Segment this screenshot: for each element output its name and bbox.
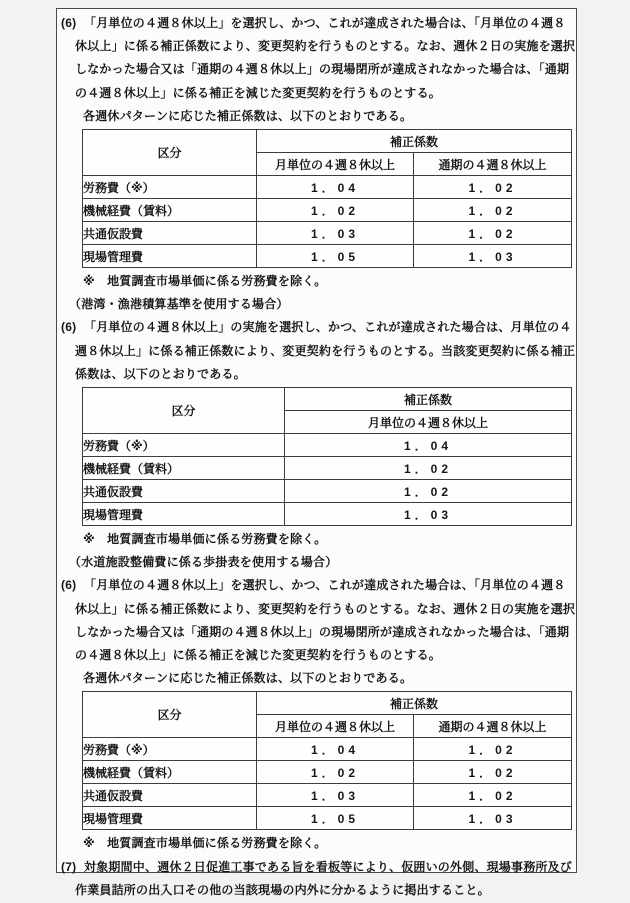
table-lead-line: 各週休パターンに応じた補正係数は、以下のとおりである。 — [83, 671, 413, 686]
row-label-cell: 機械経費（賃料） — [83, 199, 257, 222]
value-cell: 1．02 — [414, 199, 572, 222]
row-label-cell: 現場管理費 — [83, 807, 257, 830]
paragraph-line: 作業員詰所の出入口その他の当該現場の内外に分かるように掲出すること。 — [75, 882, 490, 897]
item-marker: (7) — [61, 859, 77, 874]
paragraph-line: 休以上」に係る補正係数により、変更契約を行うものとする。なお、週休２日の実施を選択 — [75, 601, 576, 616]
item-marker: (6) — [61, 16, 77, 30]
section-subheading: （水道施設整備費に係る歩掛表を使用する場合） — [69, 555, 338, 570]
table-row — [83, 199, 572, 222]
correction-table-suido — [82, 691, 572, 830]
row-label-cell: 労務費（※） — [83, 176, 257, 199]
section-6-kowan — [61, 293, 576, 551]
group-header-cell: 補正係数 — [285, 388, 572, 411]
row-label-cell: 労務費（※） — [83, 738, 257, 761]
correction-table-kowan — [82, 387, 572, 526]
paragraph-line — [61, 856, 573, 879]
correction-table-standard — [82, 129, 572, 268]
footnote-line: ※ 地質調査市場単価に係る労務費を除く。 — [83, 274, 327, 289]
paragraph-line: 休以上」に係る補正係数により、変更契約を行うものとする。なお、週休２日の実施を選択 — [75, 39, 576, 54]
row-label-cell: 共通仮設費 — [83, 784, 257, 807]
table-header-row — [83, 388, 572, 411]
value-cell: 1．05 — [257, 245, 414, 268]
column-header-cell: 月単位の４週８休以上 — [257, 153, 414, 176]
value-cell: 1．03 — [285, 503, 572, 526]
row-label-cell: 労務費（※） — [83, 434, 285, 457]
table-row — [83, 807, 572, 830]
row-label-cell: 現場管理費 — [83, 503, 285, 526]
value-cell: 1．02 — [414, 761, 572, 784]
paragraph-line: しなかった場合又は「通期の４週８休以上」の現場閉所が達成されなかった場合は、「通期 — [75, 624, 570, 639]
paragraph-line — [61, 574, 570, 597]
row-label-cell: 現場管理費 — [83, 245, 257, 268]
table-row — [83, 761, 572, 784]
corner-header-cell: 区分 — [83, 130, 257, 176]
table-row — [83, 222, 572, 245]
paragraph-text: 「月単位の４週８休以上」の実施を選択し、かつ、これが達成された場合は、月単位の４ — [84, 320, 572, 335]
section-6-standard — [61, 12, 576, 293]
table-row — [83, 245, 572, 268]
row-label-cell: 共通仮設費 — [83, 222, 257, 245]
table-row — [83, 176, 572, 199]
table-header-row — [83, 692, 572, 715]
paragraph-line: しなかった場合又は「通期の４週８休以上」の現場閉所が達成されなかった場合は、「通期 — [75, 62, 570, 77]
table-row — [83, 738, 572, 761]
value-cell: 1．02 — [414, 176, 572, 199]
item-marker: (6) — [61, 320, 77, 335]
value-cell: 1．02 — [257, 761, 414, 784]
table-row — [83, 434, 572, 457]
paragraph-line: 週８休以上」に係る補正係数により、変更契約を行うものとする。当該変更契約に係る補正 — [75, 343, 576, 358]
column-header-cell: 通期の４週８休以上 — [414, 715, 572, 738]
value-cell: 1．05 — [257, 807, 414, 830]
group-header-cell: 補正係数 — [257, 130, 572, 153]
footnote-line: ※ 地質調査市場単価に係る労務費を除く。 — [83, 836, 327, 851]
paragraph-text: 「月単位の４週８休以上」を選択し、かつ、これが達成された場合は、「月単位の４週８ — [84, 578, 566, 593]
value-cell: 1．04 — [285, 434, 572, 457]
value-cell: 1．02 — [414, 784, 572, 807]
value-cell: 1．02 — [414, 738, 572, 761]
paragraph-text: 対象期間中、週休２日促進工事である旨を看板等により、仮囲いの外側、現場事務所及び — [84, 859, 573, 874]
paragraph-text: 「月単位の４週８休以上」を選択し、かつ、これが達成された場合は、「月単位の４週８ — [84, 16, 566, 30]
column-header-cell: 通期の４週８休以上 — [414, 153, 572, 176]
column-header-cell: 月単位の４週８休以上 — [285, 411, 572, 434]
section-6-suido — [61, 551, 576, 855]
row-label-cell: 機械経費（賃料） — [83, 457, 285, 480]
table-row — [83, 457, 572, 480]
value-cell: 1．02 — [285, 457, 572, 480]
paragraph-line — [61, 12, 570, 35]
row-label-cell: 機械経費（賃料） — [83, 761, 257, 784]
value-cell: 1．03 — [414, 245, 572, 268]
item-marker: (6) — [61, 578, 77, 593]
value-cell: 1．02 — [257, 199, 414, 222]
table-row — [83, 480, 572, 503]
table-header-row — [83, 130, 572, 153]
value-cell: 1．03 — [414, 807, 572, 830]
value-cell: 1．03 — [257, 222, 414, 245]
document-box — [56, 8, 577, 897]
table-row — [83, 503, 572, 526]
value-cell: 1．03 — [257, 784, 414, 807]
paragraph-line: の４週８休以上」に係る補正を減じた変更契約を行うものとする。 — [75, 85, 442, 100]
row-label-cell: 共通仮設費 — [83, 480, 285, 503]
table-lead-line: 各週休パターンに応じた補正係数は、以下のとおりである。 — [83, 108, 413, 123]
paragraph-line: 係数は、以下のとおりである。 — [75, 366, 246, 381]
footnote-line: ※ 地質調査市場単価に係る労務費を除く。 — [83, 532, 327, 547]
section-subheading: （港湾・漁港積算基準を使用する場合） — [69, 297, 289, 312]
column-header-cell: 月単位の４週８休以上 — [257, 715, 414, 738]
paragraph-line: の４週８休以上」に係る補正を減じた変更契約を行うものとする。 — [75, 648, 442, 663]
value-cell: 1．02 — [414, 222, 572, 245]
group-header-cell: 補正係数 — [257, 692, 572, 715]
table-row — [83, 784, 572, 807]
corner-header-cell: 区分 — [83, 692, 257, 738]
corner-header-cell: 区分 — [83, 388, 285, 434]
value-cell: 1．04 — [257, 176, 414, 199]
value-cell: 1．04 — [257, 738, 414, 761]
paragraph-line — [61, 316, 570, 339]
section-7-signage — [61, 856, 573, 902]
value-cell: 1．02 — [285, 480, 572, 503]
